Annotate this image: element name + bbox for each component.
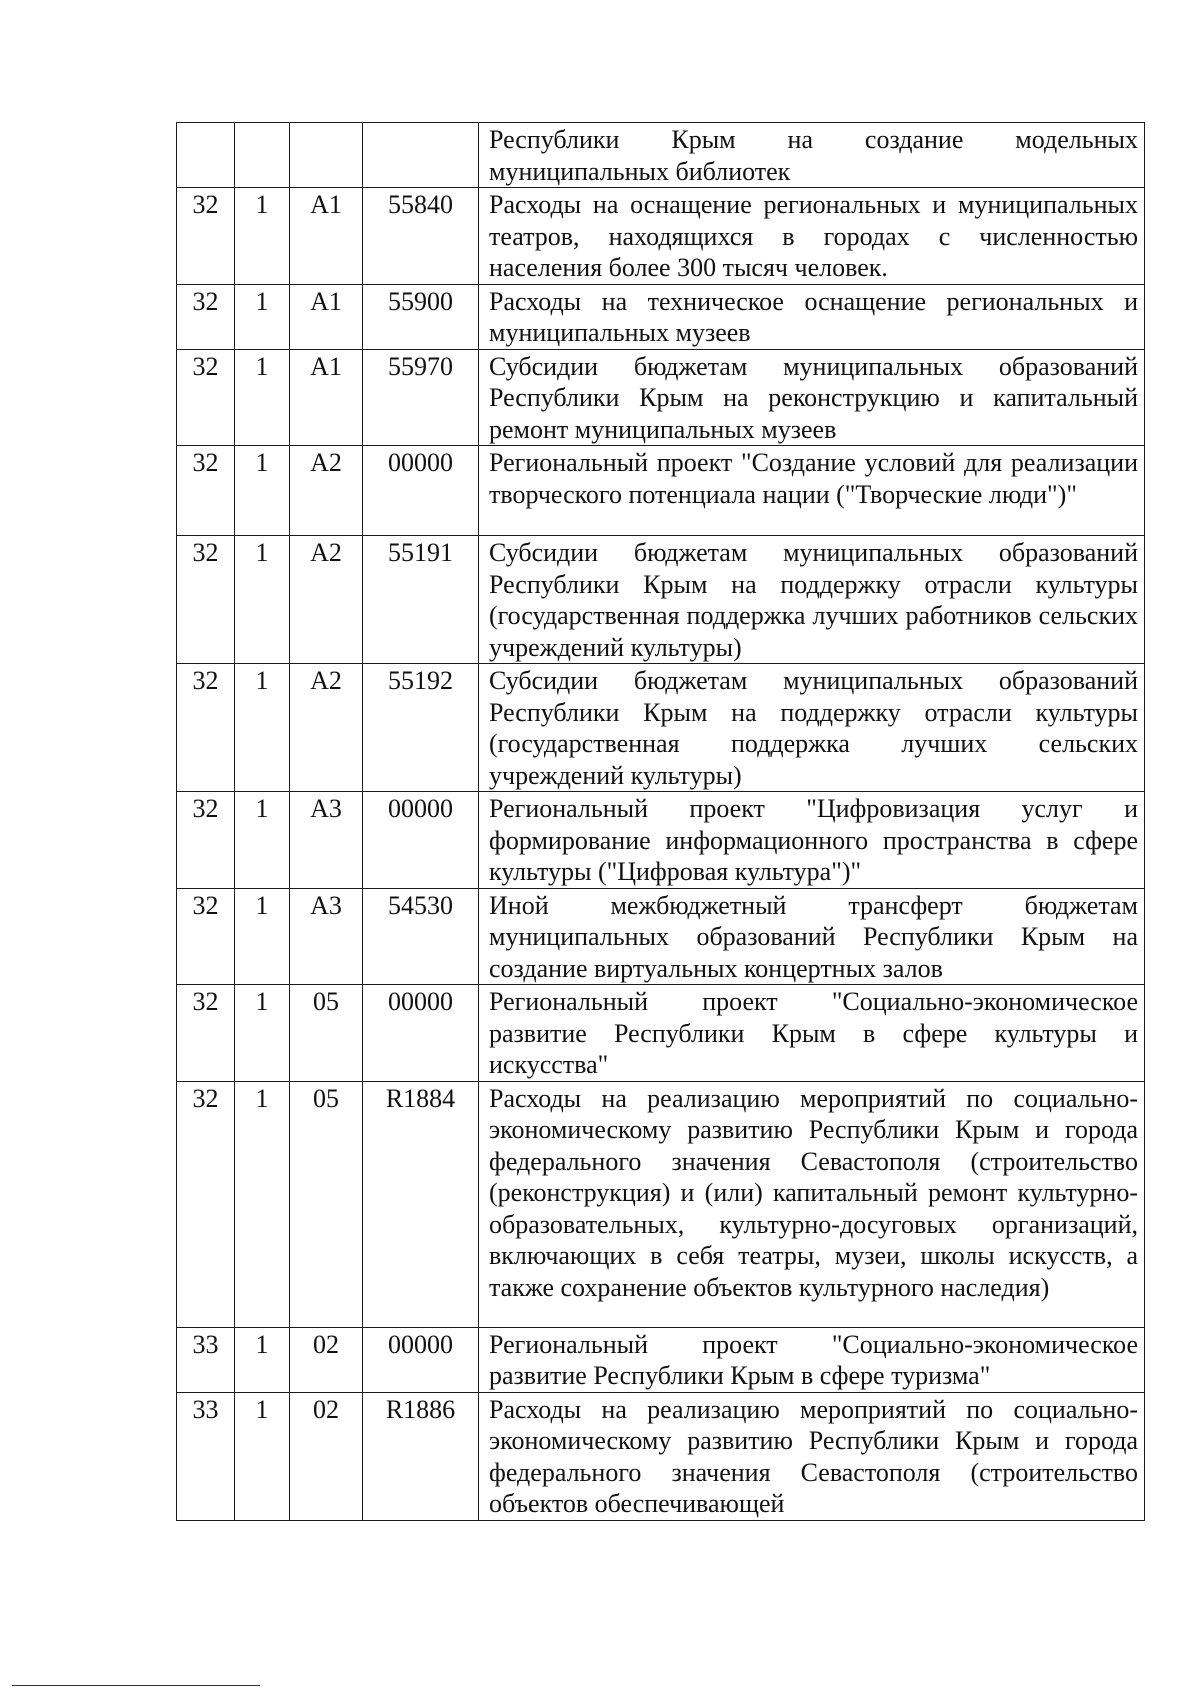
direction-code-cell: 00000 [363, 985, 479, 1082]
table-row [177, 792, 1145, 889]
project-code-cell: А1 [290, 188, 363, 285]
program-code-cell: 32 [177, 985, 235, 1082]
subprogram-code-cell: 1 [235, 188, 290, 285]
description-cell: Расходы на реализацию мероприятий по социально-экономическому развитию Республики Крым и города федерального значения Севастополя (строительство объектов обеспечивающей [479, 1392, 1145, 1520]
description-cell: Региональный проект "Создание условий для реализации творческого потенциала нации ("Творческие люди")" [479, 446, 1145, 536]
subprogram-code-cell: 1 [235, 536, 290, 664]
description-cell: Региональный проект "Социально-экономическое развитие Республики Крым в сфере туризма" [479, 1327, 1145, 1392]
program-code-cell: 32 [177, 792, 235, 889]
project-code-cell: А1 [290, 349, 363, 446]
table-body [177, 123, 1145, 1521]
project-code-cell: А2 [290, 664, 363, 792]
project-code-cell: 02 [290, 1392, 363, 1520]
description-cell: Иной межбюджетный трансферт бюджетам муниципальных образований Республики Крым на создание виртуальных концертных залов [479, 888, 1145, 985]
subprogram-code-cell: 1 [235, 1081, 290, 1327]
description-cell: Субсидии бюджетам муниципальных образований Республики Крым на поддержку отрасли культуры (государственная поддержка лучших сельских учреждений культуры) [479, 664, 1145, 792]
description-cell: Региональный проект "Цифровизация услуг и формирование информационного пространства в сфере культуры ("Цифровая культура")" [479, 792, 1145, 889]
project-code-cell [290, 123, 363, 188]
table-row [177, 888, 1145, 985]
program-code-cell: 33 [177, 1327, 235, 1392]
table-row [177, 188, 1145, 285]
table-row [177, 985, 1145, 1082]
program-code-cell: 32 [177, 1081, 235, 1327]
subprogram-code-cell: 1 [235, 446, 290, 536]
project-code-cell: А3 [290, 888, 363, 985]
subprogram-code-cell: 1 [235, 1392, 290, 1520]
table-row [177, 123, 1145, 188]
table-row [177, 1327, 1145, 1392]
project-code-cell: А1 [290, 284, 363, 349]
subprogram-code-cell: 1 [235, 1327, 290, 1392]
direction-code-cell: 00000 [363, 792, 479, 889]
subprogram-code-cell [235, 123, 290, 188]
program-code-cell: 32 [177, 536, 235, 664]
direction-code-cell: 55900 [363, 284, 479, 349]
program-code-cell [177, 123, 235, 188]
subprogram-code-cell: 1 [235, 284, 290, 349]
direction-code-cell: R1884 [363, 1081, 479, 1327]
direction-code-cell: 54530 [363, 888, 479, 985]
direction-code-cell: 55191 [363, 536, 479, 664]
description-cell: Республики Крым на создание модельных муниципальных библиотек [479, 123, 1145, 188]
project-code-cell: А3 [290, 792, 363, 889]
project-code-cell: 02 [290, 1327, 363, 1392]
description-cell: Расходы на оснащение региональных и муниципальных театров, находящихся в городах с численностью населения более 300 тысяч человек. [479, 188, 1145, 285]
table-row [177, 536, 1145, 664]
program-code-cell: 32 [177, 664, 235, 792]
program-code-cell: 33 [177, 1392, 235, 1520]
table-row [177, 664, 1145, 792]
program-code-cell: 32 [177, 284, 235, 349]
table-row [177, 284, 1145, 349]
program-code-cell: 32 [177, 349, 235, 446]
direction-code-cell: R1886 [363, 1392, 479, 1520]
program-code-cell: 32 [177, 888, 235, 985]
subprogram-code-cell: 1 [235, 985, 290, 1082]
subprogram-code-cell: 1 [235, 664, 290, 792]
project-code-cell: 05 [290, 1081, 363, 1327]
budget-classification-table [176, 122, 1145, 1521]
direction-code-cell: 55970 [363, 349, 479, 446]
program-code-cell: 32 [177, 188, 235, 285]
table-row [177, 1392, 1145, 1520]
project-code-cell: А2 [290, 446, 363, 536]
table-row [177, 1081, 1145, 1327]
direction-code-cell: 00000 [363, 446, 479, 536]
subprogram-code-cell: 1 [235, 792, 290, 889]
description-cell: Субсидии бюджетам муниципальных образований Республики Крым на поддержку отрасли культуры (государственная поддержка лучших работников сельских учреждений культуры) [479, 536, 1145, 664]
table-row [177, 349, 1145, 446]
subprogram-code-cell: 1 [235, 349, 290, 446]
description-cell: Региональный проект "Социально-экономическое развитие Республики Крым в сфере культуры и искусства" [479, 985, 1145, 1082]
description-cell: Расходы на техническое оснащение региональных и муниципальных музеев [479, 284, 1145, 349]
description-cell: Расходы на реализацию мероприятий по социально-экономическому развитию Республики Крым и города федерального значения Севастополя (строительство (реконструкция) и (или) капитальный ремонт культурно-образовательных, культурно-досуговых организаций, включающих в себя театры, музеи, школы искусств, а также сохранение объектов культурного наследия) [479, 1081, 1145, 1327]
direction-code-cell: 55192 [363, 664, 479, 792]
footnote-separator [12, 1685, 260, 1686]
direction-code-cell: 00000 [363, 1327, 479, 1392]
table-row [177, 446, 1145, 536]
description-cell: Субсидии бюджетам муниципальных образований Республики Крым на реконструкцию и капитальный ремонт муниципальных музеев [479, 349, 1145, 446]
project-code-cell: 05 [290, 985, 363, 1082]
subprogram-code-cell: 1 [235, 888, 290, 985]
project-code-cell: А2 [290, 536, 363, 664]
direction-code-cell: 55840 [363, 188, 479, 285]
program-code-cell: 32 [177, 446, 235, 536]
direction-code-cell [363, 123, 479, 188]
